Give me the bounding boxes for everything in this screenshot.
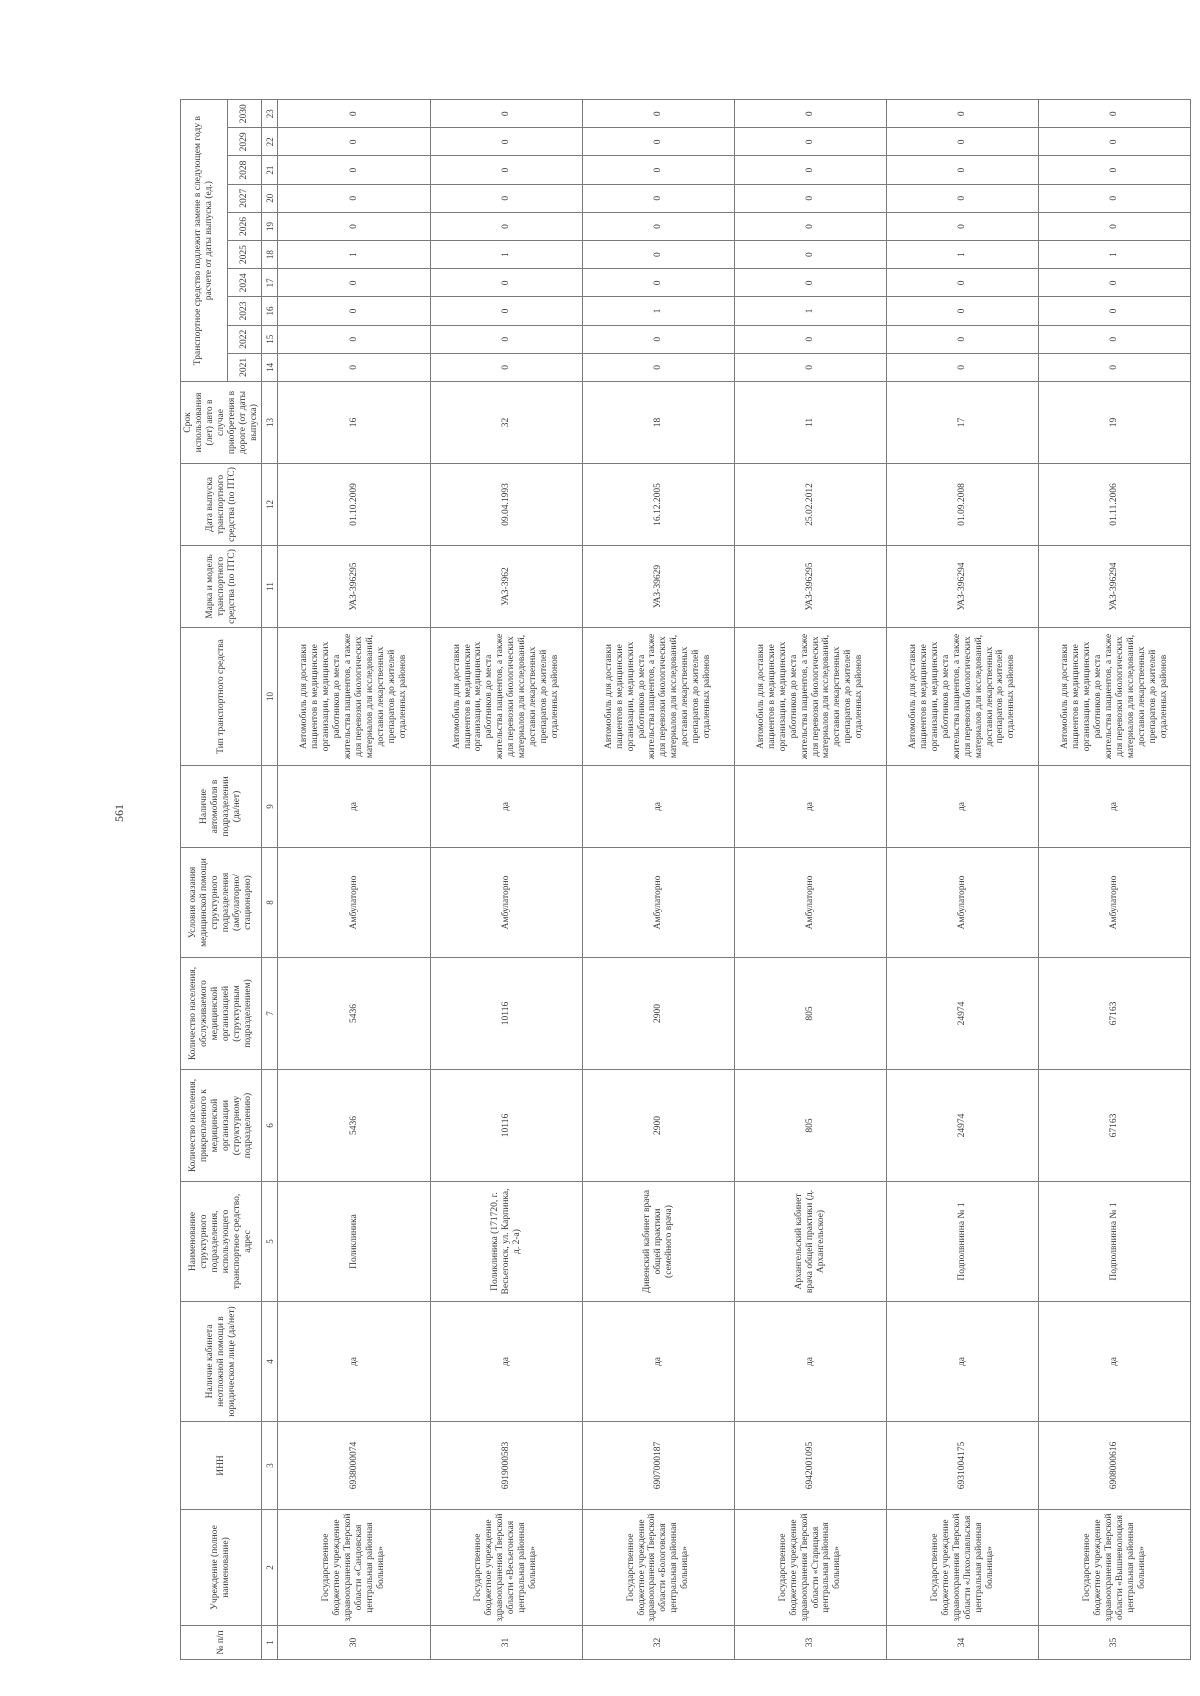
replacement-count: 0 [278, 297, 430, 325]
vehicle-brand: УАЗ-396294 [1039, 546, 1191, 628]
inn-value: 6908000616 [1039, 1422, 1191, 1510]
header-year: 2023 [227, 297, 262, 325]
vehicle-present: да [582, 766, 734, 848]
column-numbers-row [262, 100, 278, 1660]
replacement-count: 0 [734, 100, 886, 128]
replacement-count: 0 [430, 297, 582, 325]
replacement-count: 0 [734, 156, 886, 184]
table-row [887, 100, 1039, 1660]
care-conditions: Амбулаторно [278, 848, 430, 958]
replacement-count: 0 [430, 100, 582, 128]
org-name: Государственное бюджетное учреждение здравоохранения Тверской области «Вышневолоцкая центральная районная больница» [1039, 1510, 1191, 1626]
replacement-count: 0 [430, 212, 582, 240]
table-row [430, 100, 582, 1660]
header-pop-served: Количество населения, обслуживаемого медицинской организацией (структурным подразделением) [181, 958, 262, 1070]
inn-value: 6938000074 [278, 1422, 430, 1510]
population-served: 5436 [278, 958, 430, 1070]
population-attached: 805 [734, 1070, 886, 1182]
header-year: 2028 [227, 156, 262, 184]
replacement-count: 0 [734, 241, 886, 269]
column-number: 5 [262, 1182, 278, 1302]
column-number: 4 [262, 1302, 278, 1422]
care-conditions: Амбулаторно [1039, 848, 1191, 958]
replacement-count: 0 [278, 128, 430, 156]
service-life: 16 [278, 382, 430, 464]
replacement-count: 0 [582, 156, 734, 184]
rotated-table-wrapper [180, 100, 1180, 1660]
header-brand: Марка и модель транспортного средства (по ПТС) [181, 546, 262, 628]
header-replacement: Транспортное средство подлежит замене в следующем году в расчете от даты выпуска (ед.) [181, 100, 228, 382]
column-number: 12 [262, 464, 278, 546]
care-conditions: Амбулаторно [887, 848, 1039, 958]
replacement-count: 0 [1039, 100, 1191, 128]
header-conditions: Условия оказания медицинской помощи структурного подразделения (амбулаторно/ стационарно) [181, 848, 262, 958]
replacement-count: 0 [1039, 156, 1191, 184]
vehicle-present: да [734, 766, 886, 848]
inn-value: 6942001095 [734, 1422, 886, 1510]
replacement-count: 0 [1039, 269, 1191, 297]
org-name: Государственное бюджетное учреждение здравоохранения Тверской области «Старицкая центральная районная больница» [734, 1510, 886, 1626]
column-number: 10 [262, 628, 278, 766]
population-attached: 67163 [1039, 1070, 1191, 1182]
vehicle-brand: УАЗ-39629 [582, 546, 734, 628]
header-vehicle-type: Тип транспортного средства [181, 628, 262, 766]
replacement-count: 0 [430, 156, 582, 184]
replacement-count: 0 [582, 100, 734, 128]
replacement-count: 0 [734, 269, 886, 297]
replacement-count: 1 [430, 241, 582, 269]
cabinet-value: да [734, 1302, 886, 1422]
release-date: 01.09.2008 [887, 464, 1039, 546]
header-row-1 [181, 100, 228, 1660]
column-number: 8 [262, 848, 278, 958]
replacement-count: 0 [430, 184, 582, 212]
subdivision-name: Дивенский кабинет врача общей практики (семейного врача) [582, 1182, 734, 1302]
table-row [1039, 100, 1191, 1660]
replacement-count: 1 [1039, 241, 1191, 269]
header-pop-attached: Количество населения, прикрепленного к медицинской организации (структурному подразделению) [181, 1070, 262, 1182]
org-name: Государственное бюджетное учреждение здравоохранения Тверской области «Бологовская центральная районная больница» [582, 1510, 734, 1626]
vehicle-brand: УАЗ-396295 [734, 546, 886, 628]
replacement-count: 0 [582, 353, 734, 381]
vehicle-type: Автомобиль для доставки пациентов в медицинские организации, медицинских работников до места жительства пациентов, а также для перевозки биологических материалов для исследований, доставки лекарственных препаратов до жителей отдаленных районов [430, 628, 582, 766]
column-number: 13 [262, 382, 278, 464]
table-body [278, 100, 1191, 1660]
replacement-count: 0 [582, 128, 734, 156]
header-year: 2021 [227, 353, 262, 381]
header-year: 2024 [227, 269, 262, 297]
replacement-count: 0 [734, 212, 886, 240]
row-number: 30 [278, 1626, 430, 1660]
replacement-count: 0 [1039, 212, 1191, 240]
subdivision-name: Архангельский кабинет врача общей практики (д. Архангельское) [734, 1182, 886, 1302]
replacement-count: 0 [734, 325, 886, 353]
column-number: 18 [262, 241, 278, 269]
release-date: 09.04.1993 [430, 464, 582, 546]
replacement-count: 0 [1039, 353, 1191, 381]
column-number: 15 [262, 325, 278, 353]
column-number: 20 [262, 184, 278, 212]
population-served: 67163 [1039, 958, 1191, 1070]
column-number: 14 [262, 353, 278, 381]
org-name: Государственное бюджетное учреждение здравоохранения Тверской области «Сандовская центральная районная больница» [278, 1510, 430, 1626]
vehicle-table [180, 99, 1191, 1660]
inn-value: 6907000187 [582, 1422, 734, 1510]
vehicle-type: Автомобиль для доставки пациентов в медицинские организации, медицинских работников до места жительства пациентов, а также для перевозки биологических материалов для исследований, доставки лекарственных препаратов до жителей отдаленных районов [582, 628, 734, 766]
replacement-count: 0 [278, 353, 430, 381]
column-number: 23 [262, 100, 278, 128]
replacement-count: 0 [887, 184, 1039, 212]
vehicle-present: да [430, 766, 582, 848]
replacement-count: 1 [582, 297, 734, 325]
column-number: 9 [262, 766, 278, 848]
column-number: 7 [262, 958, 278, 1070]
care-conditions: Амбулаторно [430, 848, 582, 958]
population-served: 10116 [430, 958, 582, 1070]
org-name: Государственное бюджетное учреждение здравоохранения Тверской области «Весьегонская центральная районная больница» [430, 1510, 582, 1626]
release-date: 01.11.2006 [1039, 464, 1191, 546]
cabinet-value: да [278, 1302, 430, 1422]
population-attached: 24974 [887, 1070, 1039, 1182]
replacement-count: 1 [278, 241, 430, 269]
table-row [734, 100, 886, 1660]
replacement-count: 0 [430, 353, 582, 381]
population-attached: 10116 [430, 1070, 582, 1182]
population-served: 805 [734, 958, 886, 1070]
replacement-count: 1 [887, 241, 1039, 269]
cabinet-value: да [430, 1302, 582, 1422]
care-conditions: Амбулаторно [734, 848, 886, 958]
vehicle-present: да [887, 766, 1039, 848]
inn-value: 6919000583 [430, 1422, 582, 1510]
replacement-count: 0 [582, 184, 734, 212]
cabinet-value: да [887, 1302, 1039, 1422]
replacement-count: 0 [278, 184, 430, 212]
row-number: 31 [430, 1626, 582, 1660]
header-service-life: Срок использования (лет) авто в случае приобретения в дороге (от даты выпуска) [181, 382, 262, 464]
vehicle-type: Автомобиль для доставки пациентов в медицинские организации, медицинских работников до места жительства пациентов, а также для перевозки биологических материалов для исследований, доставки лекарственных препаратов до жителей отдаленных районов [1039, 628, 1191, 766]
column-number: 2 [262, 1510, 278, 1626]
replacement-count: 0 [582, 269, 734, 297]
replacement-count: 0 [278, 325, 430, 353]
replacement-count: 1 [734, 297, 886, 325]
column-number: 3 [262, 1422, 278, 1510]
replacement-count: 0 [887, 297, 1039, 325]
row-number: 32 [582, 1626, 734, 1660]
replacement-count: 0 [278, 212, 430, 240]
service-life: 18 [582, 382, 734, 464]
header-inn: ИНН [181, 1422, 262, 1510]
replacement-count: 0 [887, 325, 1039, 353]
header-year: 2030 [227, 100, 262, 128]
population-served: 2900 [582, 958, 734, 1070]
column-number: 16 [262, 297, 278, 325]
table-row [582, 100, 734, 1660]
cabinet-value: да [1039, 1302, 1191, 1422]
replacement-count: 0 [278, 269, 430, 297]
service-life: 11 [734, 382, 886, 464]
header-release-date: Дата выпуска транспортного средства (по ПТС) [181, 464, 262, 546]
replacement-count: 0 [887, 156, 1039, 184]
subdivision-name: Подполвнинна № 1 [887, 1182, 1039, 1302]
column-number: 19 [262, 212, 278, 240]
release-date: 01.10.2009 [278, 464, 430, 546]
inn-value: 6931004175 [887, 1422, 1039, 1510]
release-date: 25.02.2012 [734, 464, 886, 546]
replacement-count: 0 [1039, 128, 1191, 156]
care-conditions: Амбулаторно [582, 848, 734, 958]
header-year: 2022 [227, 325, 262, 353]
replacement-count: 0 [887, 100, 1039, 128]
replacement-count: 0 [734, 353, 886, 381]
replacement-count: 0 [1039, 325, 1191, 353]
header-year: 2027 [227, 184, 262, 212]
header-cabinet: Наличие кабинета неотложной помощи в юридическом лице (да/нет) [181, 1302, 262, 1422]
column-number: 21 [262, 156, 278, 184]
replacement-count: 0 [887, 212, 1039, 240]
vehicle-present: да [278, 766, 430, 848]
replacement-count: 0 [887, 353, 1039, 381]
row-number: 33 [734, 1626, 886, 1660]
column-number: 22 [262, 128, 278, 156]
header-year: 2026 [227, 212, 262, 240]
service-life: 32 [430, 382, 582, 464]
population-served: 24974 [887, 958, 1039, 1070]
vehicle-present: да [1039, 766, 1191, 848]
replacement-count: 0 [430, 269, 582, 297]
vehicle-brand: УАЗ-3962 [430, 546, 582, 628]
cabinet-value: да [582, 1302, 734, 1422]
population-attached: 5436 [278, 1070, 430, 1182]
column-number: 11 [262, 546, 278, 628]
vehicle-brand: УАЗ-396295 [278, 546, 430, 628]
replacement-count: 0 [734, 128, 886, 156]
replacement-count: 0 [734, 184, 886, 212]
replacement-count: 0 [1039, 184, 1191, 212]
row-number: 35 [1039, 1626, 1191, 1660]
subdivision-name: Поликлиника (171720, г. Весьегонск, ул. Карпинка, д. 2-а) [430, 1182, 582, 1302]
vehicle-type: Автомобиль для доставки пациентов в медицинские организации, медицинских работников до места жительства пациентов, а также для перевозки биологических материалов для исследований, доставки лекарственных препаратов до жителей отдаленных районов [887, 628, 1039, 766]
column-number: 17 [262, 269, 278, 297]
replacement-count: 0 [582, 325, 734, 353]
replacement-count: 0 [430, 128, 582, 156]
header-org: Учреждение (полное наименование) [181, 1510, 262, 1626]
replacement-count: 0 [430, 325, 582, 353]
subdivision-name: Поликлиника [278, 1182, 430, 1302]
table-row [278, 100, 430, 1660]
header-num: № п/п [181, 1626, 262, 1660]
subdivision-name: Подполвнинна № 1 [1039, 1182, 1191, 1302]
header-subdivision: Наименование структурного подразделения, использующего транспортное средство, адрес [181, 1182, 262, 1302]
service-life: 19 [1039, 382, 1191, 464]
replacement-count: 0 [582, 241, 734, 269]
header-year: 2029 [227, 128, 262, 156]
replacement-count: 0 [278, 156, 430, 184]
column-number: 6 [262, 1070, 278, 1182]
vehicle-type: Автомобиль для доставки пациентов в медицинские организации, медицинских работников до места жительства пациентов, а также для перевозки биологических материалов для исследований, доставки лекарственных препаратов до жителей отдаленных районов [278, 628, 430, 766]
header-year: 2025 [227, 241, 262, 269]
replacement-count: 0 [887, 128, 1039, 156]
release-date: 16.12.2005 [582, 464, 734, 546]
row-number: 34 [887, 1626, 1039, 1660]
service-life: 17 [887, 382, 1039, 464]
replacement-count: 0 [887, 269, 1039, 297]
replacement-count: 0 [1039, 297, 1191, 325]
replacement-count: 0 [278, 100, 430, 128]
vehicle-type: Автомобиль для доставки пациентов в медицинские организации, медицинских работников до места жительства пациентов, а также для перевозки биологических материалов для исследований, доставки лекарственных препаратов до жителей отдаленных районов [734, 628, 886, 766]
org-name: Государственное бюджетное учреждение здравоохранения Тверской области «Лихославльская центральная районная больница» [887, 1510, 1039, 1626]
header-vehicle-present: Наличие автомобиля в подразделении (да/нет) [181, 766, 262, 848]
page-number: 561 [112, 804, 126, 822]
population-attached: 2900 [582, 1070, 734, 1182]
replacement-count: 0 [582, 212, 734, 240]
vehicle-brand: УАЗ-396294 [887, 546, 1039, 628]
column-number: 1 [262, 1626, 278, 1660]
